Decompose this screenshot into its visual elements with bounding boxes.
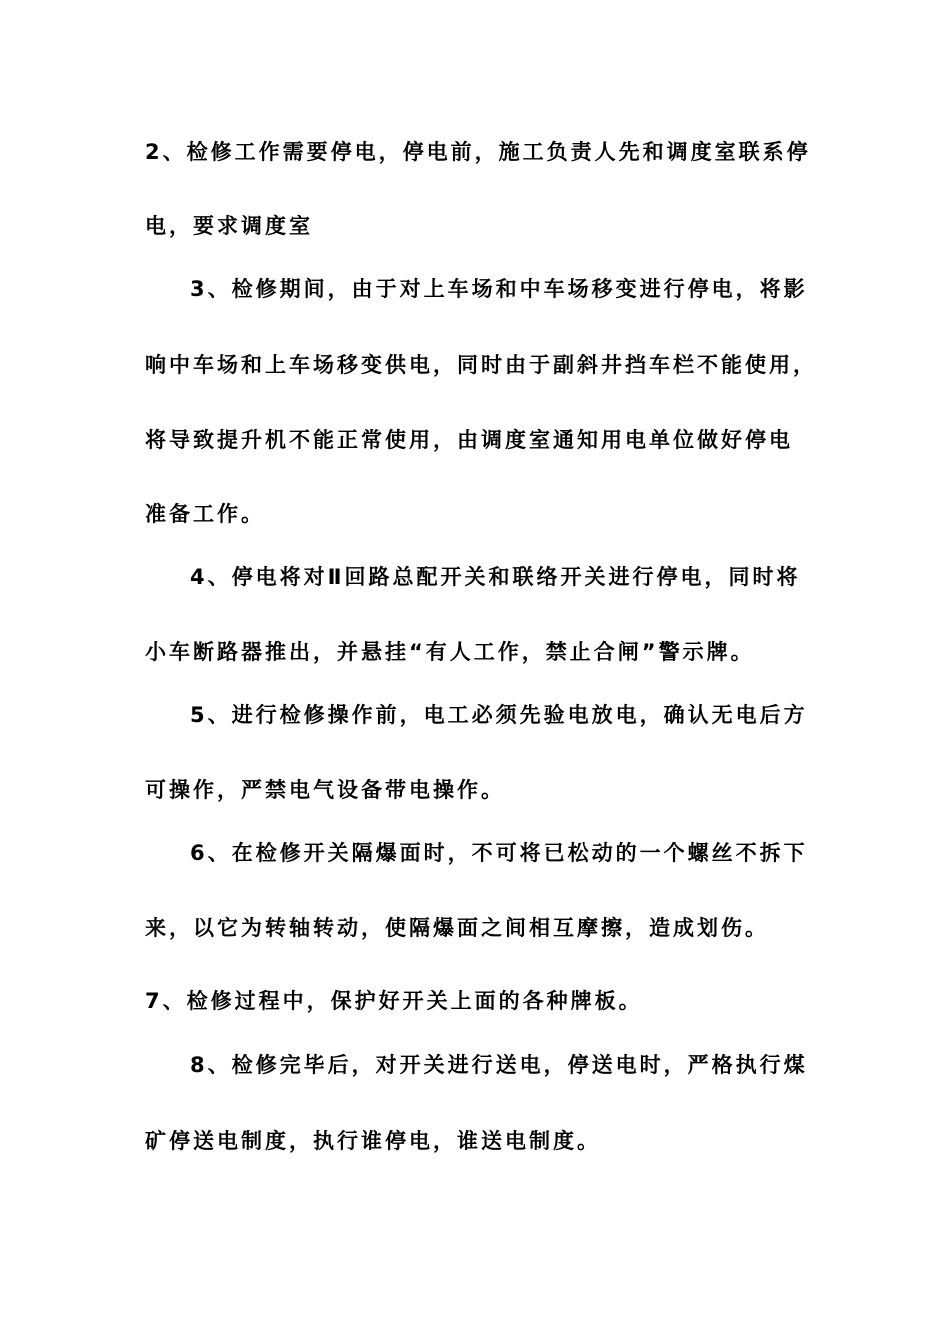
paragraph-8-line-2: 矿停送电制度，执行谁停电，谁送电制度。 <box>145 1129 601 1153</box>
paragraph-5-line-2: 可操作，严禁电气设备带电操作。 <box>145 778 505 802</box>
paragraph-7-line-1: 7、检修过程中，保护好开关上面的各种牌板。 <box>145 989 643 1013</box>
paragraph-2-line-1: 2、检修工作需要停电，停电前，施工负责人先和调度室联系停 <box>145 140 811 164</box>
paragraph-5-line-1: 5、进行检修操作前，电工必须先验电放电，确认无电后方 <box>190 703 808 727</box>
paragraph-3-line-2: 响中车场和上车场移变供电，同时由于副斜井挡车栏不能使用， <box>145 353 817 377</box>
paragraph-6-line-2: 来，以它为转轴转动，使隔爆面之间相互摩擦，造成划伤。 <box>145 916 769 940</box>
paragraph-8-line-1: 8、检修完毕后，对开关进行送电，停送电时，严格执行煤 <box>190 1053 808 1077</box>
paragraph-6-line-1: 6、在检修开关隔爆面时，不可将已松动的一个螺丝不拆下 <box>190 841 808 865</box>
paragraph-4-line-1: 4、停电将对Ⅱ回路总配开关和联络开关进行停电，同时将 <box>190 565 801 589</box>
paragraph-4-line-2: 小车断路器推出，并悬挂“有人工作，禁止合闸”警示牌。 <box>145 640 755 664</box>
paragraph-3-line-3: 将导致提升机不能正常使用，由调度室通知用电单位做好停电 <box>145 428 793 452</box>
paragraph-3-line-1: 3、检修期间，由于对上车场和中车场移变进行停电，将影 <box>190 277 808 301</box>
paragraph-3-line-4: 准备工作。 <box>145 502 265 526</box>
paragraph-2-line-2: 电，要求调度室 <box>145 214 313 238</box>
